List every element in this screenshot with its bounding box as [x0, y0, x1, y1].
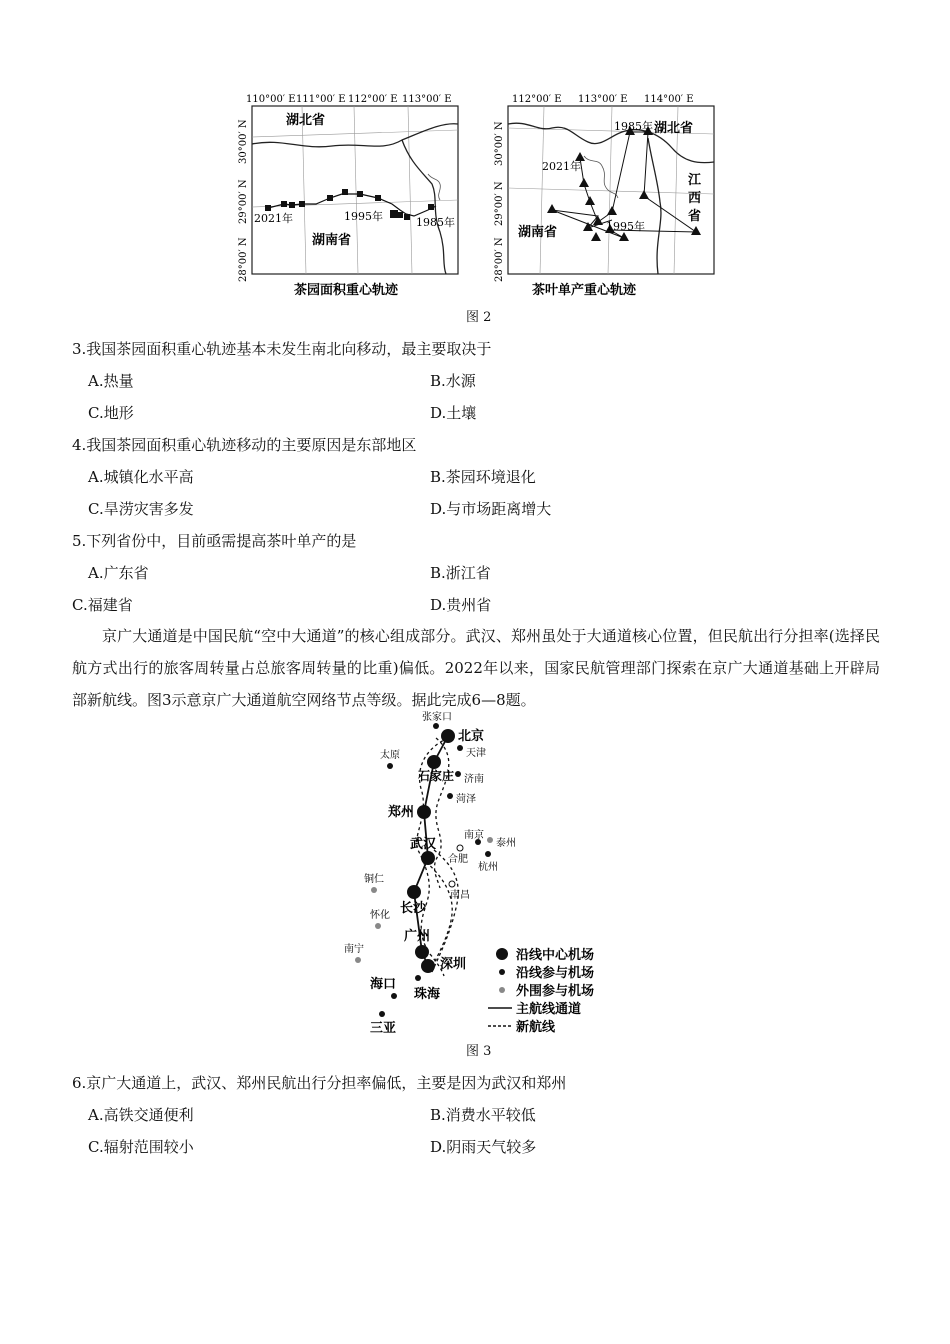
point — [404, 214, 410, 220]
legend-label: 新航线 — [516, 1020, 556, 1035]
question-stem: 3.我国茶园面积重心轨迹基本未发生南北向移动，最主要取决于 — [72, 340, 492, 358]
legend-label: 沿线参与机场 — [516, 966, 595, 981]
point — [607, 206, 617, 215]
along-airport — [379, 1011, 385, 1017]
city-label: 怀化 — [370, 910, 390, 921]
outer-airport — [487, 837, 493, 843]
option-b: B.消费水平较低 — [430, 1106, 536, 1124]
question-stem: 4.我国茶园面积重心轨迹移动的主要原因是东部地区 — [72, 436, 417, 454]
legend-label: 主航线通道 — [516, 1002, 582, 1017]
point — [639, 190, 649, 199]
city-label: 南昌 — [450, 890, 470, 901]
city-label: 深圳 — [440, 957, 467, 972]
center-airport — [421, 959, 435, 973]
along-airport — [455, 771, 461, 777]
point — [585, 196, 595, 205]
option-c: C.福建省 — [72, 596, 133, 614]
fig3-air-network — [330, 708, 630, 1038]
option-a: A.热量 — [88, 372, 134, 390]
year-label: 1985年 — [416, 216, 455, 229]
province-label: 江 — [688, 173, 702, 188]
along-airport — [485, 851, 491, 857]
center-airport — [421, 851, 435, 865]
center-airport — [407, 885, 421, 899]
city-label: 天津 — [466, 748, 486, 759]
city-label: 三亚 — [370, 1021, 397, 1036]
option-b: B.浙江省 — [430, 564, 491, 582]
year-label: 1985年 — [614, 120, 653, 133]
along-airport-hollow — [457, 845, 463, 851]
question-stem: 5.下列省份中，目前亟需提高茶叶单产的是 — [72, 532, 357, 550]
city-label: 泰州 — [496, 838, 516, 849]
outer-airport — [371, 887, 377, 893]
option-b: B.水源 — [430, 372, 476, 390]
lon-tick: 113°00′ E — [578, 94, 628, 105]
province-label: 湖北省 — [286, 113, 326, 128]
point — [691, 226, 701, 235]
province-label: 湖北省 — [654, 121, 694, 136]
question-stem: 6.京广大通道上，武汉、郑州民航出行分担率偏低，主要是因为武汉和郑州 — [72, 1074, 567, 1092]
graticule — [252, 106, 458, 274]
outer-airport — [375, 923, 381, 929]
city-label: 南宁 — [344, 944, 364, 955]
option-d: D.土壤 — [430, 404, 477, 422]
figure-label: 图 3 — [466, 1044, 492, 1059]
option-b: B.茶园环境退化 — [430, 468, 536, 486]
province-label: 湖南省 — [312, 233, 352, 248]
lat-tick: 29°00′ N — [238, 179, 249, 224]
point — [591, 232, 601, 241]
legend-label: 外围参与机场 — [516, 984, 595, 999]
fig-caption: 茶园面积重心轨迹 — [294, 283, 399, 298]
year-label: 2021年 — [542, 160, 581, 173]
lon-tick: 112°00′ E — [348, 94, 398, 105]
point — [289, 202, 295, 208]
legend-outer-symbol — [499, 987, 505, 993]
legend-along-symbol — [499, 969, 505, 975]
year-label: 1995年 — [606, 220, 645, 233]
along-airport — [447, 793, 453, 799]
figure-label: 图 2 — [466, 310, 492, 325]
outer-airport — [355, 957, 361, 963]
point — [342, 189, 348, 195]
legend-label: 沿线中心机场 — [516, 948, 595, 963]
province-border — [402, 140, 446, 274]
along-airport — [433, 723, 439, 729]
legend — [488, 947, 594, 1035]
province-label: 省 — [688, 209, 702, 224]
point — [547, 204, 557, 213]
city-label: 石家庄 — [418, 769, 455, 783]
city-label: 杭州 — [478, 862, 498, 873]
point — [299, 201, 305, 207]
city-label: 长沙 — [400, 901, 427, 916]
center-airport — [415, 945, 429, 959]
city-label: 济南 — [464, 774, 484, 785]
lon-tick: 111°00′ E — [296, 94, 346, 105]
point — [390, 210, 398, 218]
option-d: D.贵州省 — [430, 596, 492, 614]
city-label: 海口 — [370, 977, 397, 992]
along-airport — [391, 993, 397, 999]
lon-tick: 112°00′ E — [512, 94, 562, 105]
lon-tick: 114°00′ E — [644, 94, 694, 105]
option-d: D.与市场距离增大 — [430, 500, 552, 518]
lake — [584, 156, 618, 198]
year-label: 1995年 — [344, 210, 383, 223]
city-label: 铜仁 — [364, 874, 384, 885]
legend-center-symbol — [496, 948, 508, 960]
option-c: C.辐射范围较小 — [88, 1138, 194, 1156]
city-label: 合肥 — [448, 854, 468, 865]
point — [579, 178, 589, 187]
point — [428, 204, 434, 210]
city-label: 南京 — [464, 830, 484, 841]
city-label: 珠海 — [414, 987, 441, 1002]
province-label: 湖南省 — [518, 225, 558, 240]
point — [281, 201, 287, 207]
along-airport — [387, 763, 393, 769]
city-label: 北京 — [458, 729, 485, 744]
year-label: 2021年 — [254, 212, 293, 225]
along-airport — [415, 975, 421, 981]
center-airport — [417, 805, 431, 819]
center-airport — [427, 755, 441, 769]
fig-caption: 茶叶单产重心轨迹 — [532, 283, 637, 298]
lat-tick: 29°00′ N — [494, 181, 505, 226]
city-label: 郑州 — [388, 805, 415, 820]
point — [357, 191, 363, 197]
province-label: 西 — [688, 191, 702, 206]
center-airport — [441, 729, 455, 743]
point — [397, 212, 403, 218]
along-airport-hollow — [449, 881, 455, 887]
city-label: 张家口 — [422, 712, 452, 723]
city-label: 武汉 — [410, 837, 437, 852]
lat-tick: 28°00′ N — [238, 237, 249, 282]
option-a: A.高铁交通便利 — [88, 1106, 194, 1124]
fig2-left-map — [232, 92, 468, 298]
new-route — [432, 850, 458, 972]
lat-tick: 30°00′ N — [494, 121, 505, 166]
option-c: C.地形 — [88, 404, 134, 422]
lat-tick: 28°00′ N — [494, 237, 505, 282]
lon-tick: 113°00′ E — [402, 94, 452, 105]
option-c: C.旱涝灾害多发 — [88, 500, 194, 518]
city-label: 太原 — [380, 750, 400, 761]
city-label: 菏泽 — [456, 794, 476, 805]
option-d: D.阴雨天气较多 — [430, 1138, 537, 1156]
point — [375, 195, 381, 201]
option-a: A.城镇化水平高 — [88, 468, 194, 486]
option-a: A.广东省 — [88, 564, 149, 582]
city-label: 广州 — [404, 929, 431, 944]
point — [265, 205, 271, 211]
lon-tick: 110°00′ E — [246, 94, 296, 105]
point — [327, 195, 333, 201]
fig2-right-map — [488, 92, 724, 298]
passage: 京广大通道是中国民航“空中大通道”的核心组成部分。武汉、郑州虽处于大通道核心位置，但民航出行分担率(选择民航方式出行的旅客周转量占总旅客周转量的比重)偏低。2022年以来，国家民航管理部门探索在京广大通道基础上开辟局部新航线。图3示意京广大通道航空网络节点等级。据此完成6—8题。 — [72, 627, 880, 709]
along-airport — [457, 745, 463, 751]
lat-tick: 30°00′ N — [238, 119, 249, 164]
